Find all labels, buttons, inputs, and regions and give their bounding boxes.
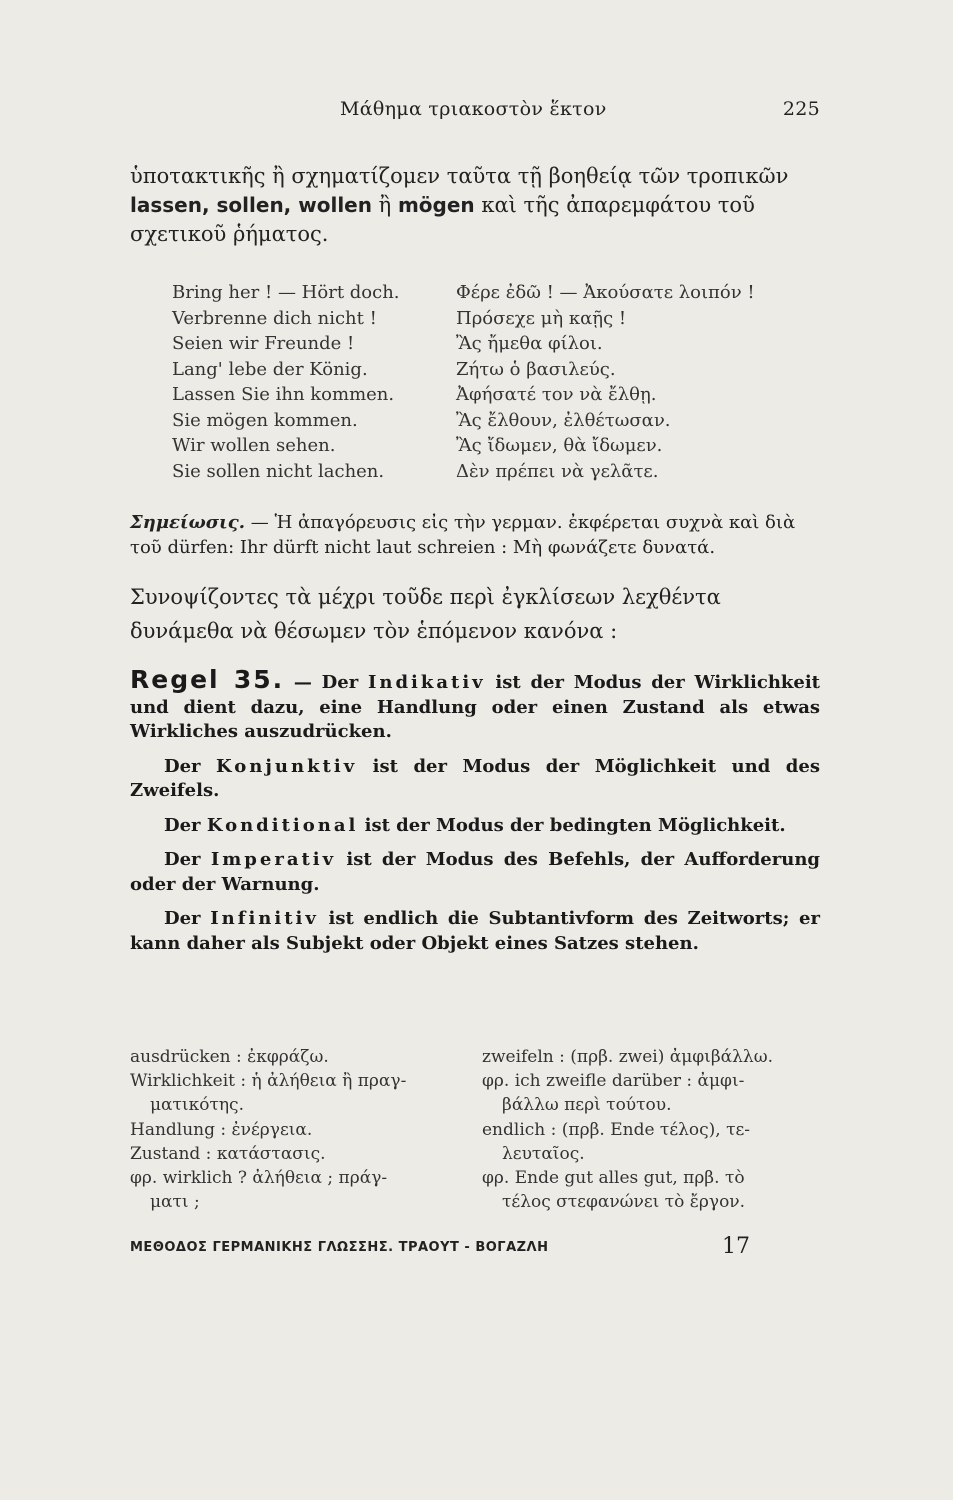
rule-term: Indikativ — [367, 672, 486, 693]
intro-text-end: καὶ τῆς ἀπαρεμφάτου τοῦ σχετικοῦ ῥήματος. — [130, 193, 755, 246]
example-row — [172, 357, 812, 383]
example-row — [172, 382, 812, 408]
intro-or: ἢ — [378, 193, 392, 217]
rule-term: Infinitiv — [210, 908, 319, 929]
vocabulary-left-column — [130, 1045, 430, 1214]
rule-pre: Der — [164, 814, 201, 836]
example-greek: Δὲν πρέπει νὰ γελᾶτε. — [456, 460, 659, 482]
rule-text: ist der Modus der Möglichkeit und des Zweifels. — [130, 755, 820, 801]
rule-pre: Der — [164, 849, 201, 870]
example-row — [172, 408, 812, 434]
note-heading: Σημείωσις. — [130, 512, 245, 533]
example-greek: Ζήτω ὁ βασιλεύς. — [456, 358, 616, 380]
page-footer — [130, 1234, 820, 1259]
rule-block — [130, 665, 820, 966]
example-row — [172, 433, 812, 459]
example-greek: Ἂς ἴδωμεν, θὰ ἴδωμεν. — [456, 435, 663, 456]
example-german: Bring her ! — Hört doch. — [172, 282, 400, 303]
example-german: Seien wir Freunde ! — [172, 333, 355, 354]
vocab-line: ματικότης. — [150, 1095, 244, 1116]
example-german: Verbrenne dich nicht ! — [172, 307, 377, 329]
example-row — [172, 306, 812, 332]
rule-text: ist endlich die Subtantivform des Zeitworts; er kann daher als Subjekt oder Objekt eines Satzes stehen. — [130, 908, 820, 954]
rule-infinitiv — [130, 907, 820, 956]
rule-term: Imperativ — [210, 849, 337, 870]
modal-verb-mogen: mögen — [397, 193, 475, 217]
vocab-line: λευταῖος. — [502, 1143, 585, 1164]
vocabulary-right-column — [482, 1045, 822, 1214]
example-row — [172, 331, 812, 357]
chapter-title: Μάθημα τριακοστὸν ἕκτον — [340, 98, 607, 120]
footer-book-title: ΜΕΘΟΔΟΣ ΓΕΡΜΑΝΙΚΗΣ ΓΛΩΣΣΗΣ. ΤΡΑΟΥΤ - ΒΟΓΑΖΛΗ — [130, 1240, 549, 1255]
example-greek: Ἂς ἔλθουν, ἐλθέτωσαν. — [456, 409, 671, 431]
note-text: — Ἡ ἀπαγόρευσις εἰς τὴν γερμαν. ἐκφέρεται συχνὰ καὶ διὰ τοῦ dürfen: Ihr dürft nicht laut schreien : Μὴ φωνάζετε δυνατά. — [130, 512, 796, 558]
summary-paragraph: Συνοψίζοντες τὰ μέχρι τοῦδε περὶ ἐγκλίσεων λεχθέντα δυνάμεθα νὰ θέσωμεν τὸν ἑπόμενον κανόνα : — [130, 585, 721, 643]
vocab-line: φρ. wirklich ? ἀλήθεια ; πράγ- — [130, 1168, 388, 1189]
modal-verbs: lassen, sollen, wollen — [130, 193, 372, 217]
example-list — [172, 280, 812, 484]
rule-konjunktiv — [130, 755, 820, 804]
example-greek: Πρόσεχε μὴ καῇς ! — [456, 307, 627, 329]
rule-konditional — [130, 814, 820, 839]
example-german: Lang' lebe der König. — [172, 358, 368, 380]
example-greek: Ἀφήσατέ τον νὰ ἔλθῃ. — [456, 384, 657, 405]
rule-term: Konjunktiv — [216, 755, 358, 777]
sheet-number: 17 — [722, 1234, 750, 1259]
note-paragraph — [130, 510, 820, 560]
example-german: Wir wollen sehen. — [172, 435, 336, 456]
vocab-line: zweifeln : (πρβ. zwei) ἀμφιβάλλω. — [482, 1047, 773, 1067]
example-german: Sie sollen nicht lachen. — [172, 460, 385, 482]
rule-title: Regel 35. — [130, 665, 285, 694]
rule-text: ist der Modus der Wirklichkeit und dient dazu, eine Handlung oder einen Zustand als etwas Wirkliches auszudrücken. — [130, 672, 820, 742]
example-row — [172, 280, 812, 306]
rule-indikativ — [130, 665, 820, 745]
vocab-line: Wirklichkeit : ἡ ἀλήθεια ἢ πραγ- — [130, 1071, 407, 1092]
page-number: 225 — [782, 98, 820, 120]
rule-pre: — Der — [293, 672, 359, 693]
vocab-line: endlich : (πρβ. Ende τέλος), τε- — [482, 1119, 751, 1140]
intro-paragraph — [130, 162, 820, 249]
rule-text: ist der Modus des Befehls, der Aufforderung oder der Warnung. — [130, 849, 820, 895]
vocab-line: φρ. Ende gut alles gut, πρβ. τὸ — [482, 1168, 745, 1189]
rule-imperativ — [130, 848, 820, 897]
vocab-line: Zustand : κατάστασις. — [130, 1143, 326, 1164]
rule-pre: Der — [164, 908, 201, 929]
rule-text: ist der Modus der bedingten Möglichkeit. — [364, 814, 786, 836]
example-german: Sie mögen kommen. — [172, 409, 358, 431]
rule-pre: Der — [164, 755, 201, 777]
example-row — [172, 459, 812, 485]
vocab-line: βάλλω περὶ τούτου. — [502, 1095, 672, 1116]
example-greek: Ἂς ἤμεθα φίλοι. — [456, 333, 603, 354]
example-greek: Φέρε ἐδῶ ! — Ἀκούσατε λοιπόν ! — [456, 282, 755, 303]
vocab-line: φρ. ich zweifle darüber : ἀμφι- — [482, 1071, 745, 1092]
vocab-line: τέλος στεφανώνει τὸ ἔργον. — [502, 1192, 746, 1213]
example-german: Lassen Sie ihn kommen. — [172, 384, 395, 405]
vocab-line: Handlung : ἐνέργεια. — [130, 1119, 313, 1140]
intro-text: ὑποτακτικῆς ἢ σχηματίζομεν ταῦτα τῇ βοηθείᾳ τῶν τροπικῶν — [130, 164, 789, 188]
rule-term: Konditional — [206, 814, 359, 836]
vocab-line: ματι ; — [150, 1192, 200, 1213]
vocab-line: ausdrücken : ἐκφράζω. — [130, 1047, 329, 1067]
